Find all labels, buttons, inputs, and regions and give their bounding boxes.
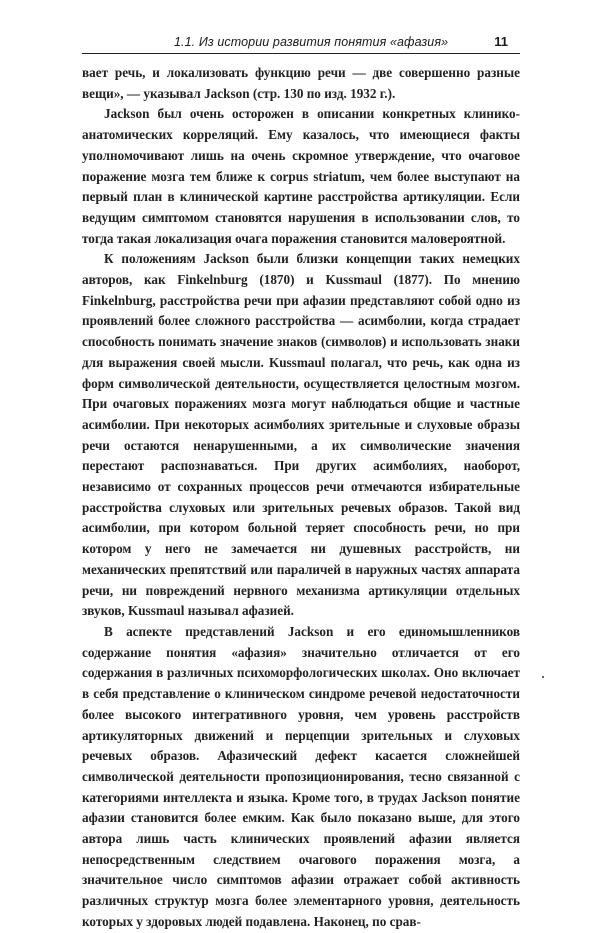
paragraph-german-authors: К положениям Jackson были близки концепции таких немецких авторов, как Finkelnburg (1870) и Kussmaul (1877). По мнению Finkelnburg, расстройства речи при афазии представляют собой одно из проявлений более сложного расстройства — асимболии, когда страдает способность понимать значение знаков (символов) и использовать знаки для выражения своей мысли. Kussmaul полагал, что речь, как одна из форм символической деятельности, осуществляется целостным мозгом. При очаговых поражениях мозга могут наблюдаться общие и частные асимболии. При некоторых асимболиях зрительные и слуховые образы речи остаются ненарушенными, а их символические значения перестают распознаваться. При других асимболиях, наоборот, независимо от сохранных процессов речи отмечаются избирательные расстройства слуховых или зрительных речевых образов. Такой вид асимболии, при котором больной теряет способность речи, но при котором у него не замечается ни душевных расстройств, ни механических препятствий или параличей в наружных частях аппарата речи, ни повреждений нервного механизма артикуляции отдельных звуков, Kussmaul называл афазией. <box>82 251 520 619</box>
body-text <box>82 63 520 933</box>
paragraph-continuation: вает речь, и локализовать функцию речи — две совершенно разные вещи», — указывал Jackson (стр. 130 по изд. 1932 г.). <box>82 65 520 101</box>
paragraph-aphasia-concept: В аспекте представлений Jackson и его единомышленников содержание понятия «афазия» значительно отличается от его содержания в различных психоморфологических школах. Оно включает в себя представление о клиническом синдроме речевой недостаточности более высокого интегративного уровня, чем уровень расстройств артикуляторных движений и перцепции зрительных и слуховых речевых образов. Афазический дефект касается сложнейшей символической деятельности пропозиционирования, тесно связанной с категориями интеллекта и языка. Кроме того, в трудах Jackson понятие афазии становится более емким. Как было показано выше, для этого автора лишь часть клинических проявлений афазии является непосредственным следствием очагового поражения мозга, а значительное число симптомов афазии отражает собой активность различных структур мозга более элементарного уровня, деятельность которых у здоровых людей подавлена. Наконец, по срав- <box>82 623 520 929</box>
paragraph-jackson-caution: Jackson был очень осторожен в описании конкретных клинико-анатомических корреляций. Ему казалось, что имеющиеся факты уполномочивают лишь на очень скромное утверждение, что очаговое поражение мозга тем ближе к corpus striatum, чем более выступают на первый план в клинической картине расстройства артикуляции. Если ведущим симптомом становятся нарушения в использовании слов, то тогда такая локализация очага поражения становится маловероятной. <box>82 106 520 246</box>
print-speck <box>542 676 544 678</box>
header-rule <box>82 53 520 54</box>
running-header <box>82 30 520 52</box>
page-number: 11 <box>494 34 508 49</box>
running-header-title: 1.1. Из истории развития понятия «афазия» <box>174 35 449 49</box>
